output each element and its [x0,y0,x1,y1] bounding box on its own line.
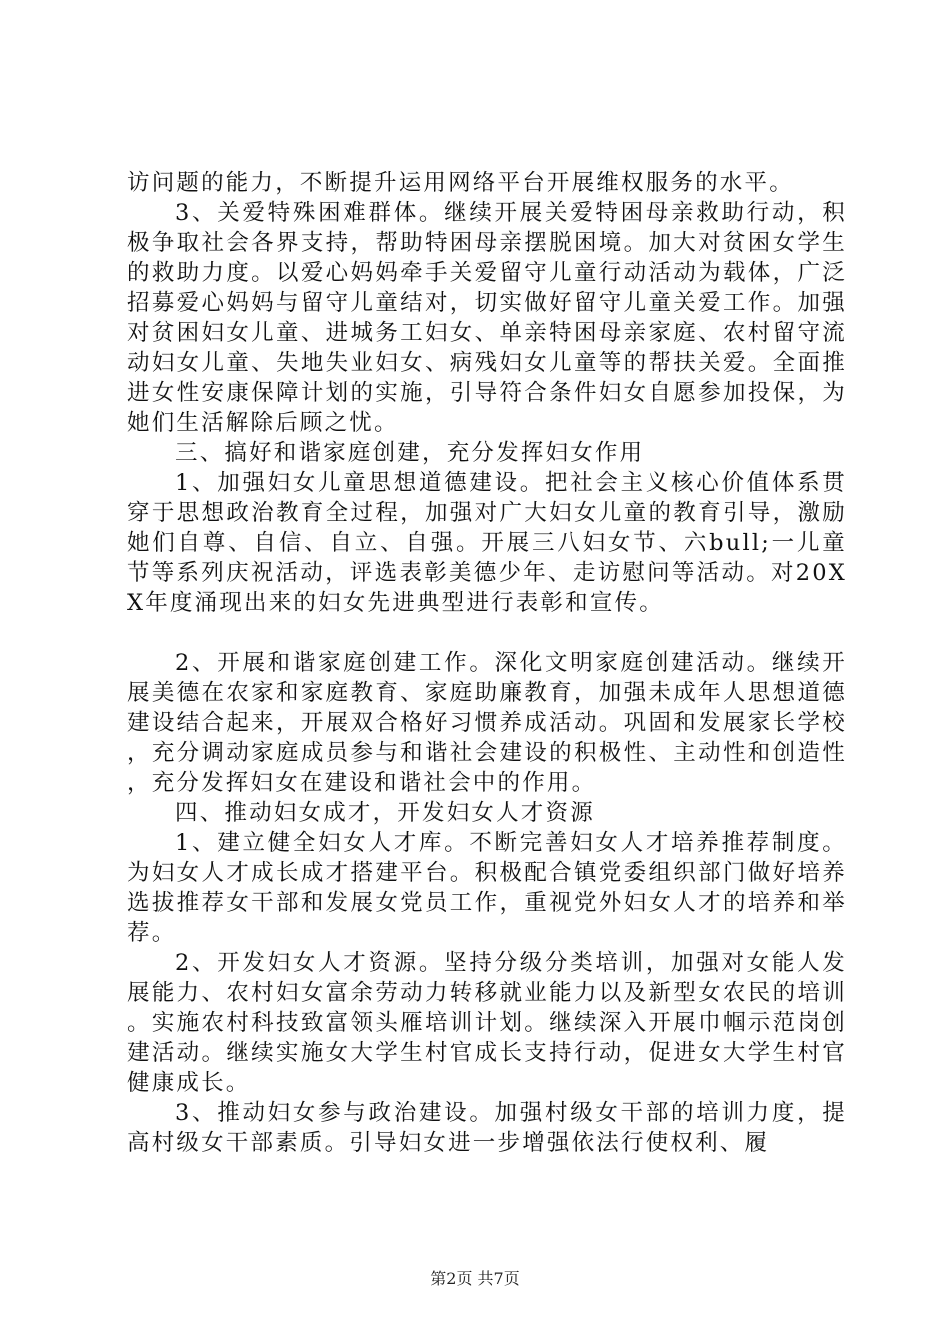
paragraph-harmonious-family-creation: 2、开展和谐家庭创建工作。深化文明家庭创建活动。继续开展美德在农家和家庭教育、家庭助廉教育，加强未成年人思想道德建设结合起来，开展双合格好习惯养成活动。巩固和发展家长学校，充分调动家庭成员参与和谐社会建设的积极性、主动性和创造性，充分发挥妇女在建设和谐社会中的作用。 [127,650,847,796]
paragraph-continuation: 访问题的能力，不断提升运用网络平台开展维权服务的水平。 [127,170,794,196]
paragraph-moral-building: 1、加强妇女儿童思想道德建设。把社会主义核心价值体系贯穿于思想政治教育全过程，加强对广大妇女儿童的教育引导，激励她们自尊、自信、自立、自强。开展三八妇女节、六bull;一儿童节等系列庆祝活动，评选表彰美德少年、走访慰问等活动。对20XX年度涌现出来的妇女先进典型进行表彰和宣传。 [127,470,847,616]
paragraph-care-special-groups: 3、关爱特殊困难群体。继续开展关爱特困母亲救助行动，积极争取社会各界支持，帮助特困母亲摆脱困境。加大对贫困女学生的救助力度。以爱心妈妈牵手关爱留守儿童行动活动为载体，广泛招募爱心妈妈与留守儿童结对，切实做好留守儿童关爱工作。加强对贫困妇女儿童、进城务工妇女、单亲特困母亲家庭、农村留守流动妇女儿童、失地失业妇女、病残妇女儿童等的帮扶关爱。全面推进女性安康保障计划的实施，引导符合条件妇女自愿参加投保，为她们生活解除后顾之忧。 [127,200,847,436]
section-heading-harmonious-family: 三、搞好和谐家庭创建，充分发挥妇女作用 [175,440,645,466]
section-heading-women-talent: 四、推动妇女成才，开发妇女人才资源 [175,800,595,826]
paragraph-political-participation: 3、推动妇女参与政治建设。加强村级女干部的培训力度，提高村级女干部素质。引导妇女进一步增强依法行使权利、履 [127,1100,847,1156]
paragraph-talent-pool: 1、建立健全妇女人才库。不断完善妇女人才培养推荐制度。为妇女人才成长成才搭建平台。积极配合镇党委组织部门做好培养选拔推荐女干部和发展女党员工作，重视党外妇女人才的培养和举荐。 [127,830,847,946]
document-body [127,168,847,1158]
paragraph-talent-resources: 2、开发妇女人才资源。坚持分级分类培训，加强对女能人发展能力、农村妇女富余劳动力转移就业能力以及新型女农民的培训。实施农村科技致富领头雁培训计划。继续深入开展巾帼示范岗创建活动。继续实施女大学生村官成长支持行动，促进女大学生村官健康成长。 [127,950,847,1096]
page-number-footer: 第2页 共7页 [430,1269,520,1288]
